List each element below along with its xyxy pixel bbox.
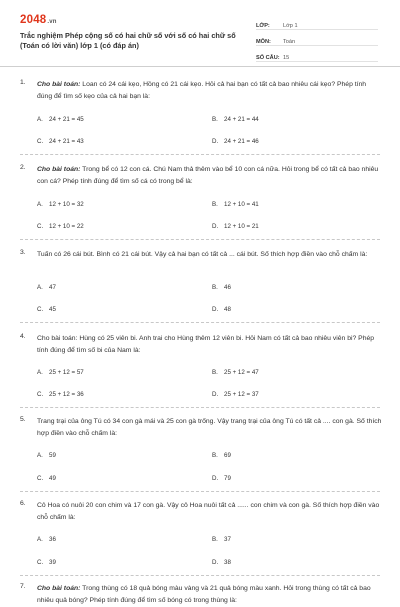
document-header	[0, 0, 400, 67]
option-letter: D.	[212, 138, 219, 145]
question-body: Tuấn có 26 cái bút. Bình có 21 cái bút. Vậy cả hai bạn có tất cả ... cái bút. Số thích hợp điền vào chỗ chấm là:	[37, 251, 368, 258]
question-text	[37, 583, 382, 607]
question-number: 6.	[20, 500, 26, 507]
question-divider	[20, 322, 380, 323]
option-letter: B.	[212, 369, 218, 376]
question-number: 3.	[20, 249, 26, 256]
question-body: Trang trại của ông Tú có 34 con gà mái và 25 con gà trống. Vậy trang trại của ông Tú có tất cả .... con gà. Số thích hợp điền vào chỗ chấm là:	[37, 418, 382, 437]
question-divider	[20, 575, 380, 576]
option-c[interactable]	[37, 306, 56, 313]
question-divider	[20, 407, 380, 408]
logo-suffix: .vn	[47, 19, 57, 25]
option-b[interactable]	[212, 201, 259, 208]
meta-value: Lớp 1	[283, 23, 298, 29]
option-text: 25 + 12 = 36	[49, 391, 84, 398]
option-a[interactable]	[37, 201, 84, 208]
option-letter: B.	[212, 201, 218, 208]
meta-value: Toán	[283, 39, 296, 45]
option-text: 24 + 21 = 44	[224, 116, 259, 123]
option-letter: D.	[212, 559, 219, 566]
option-d[interactable]	[212, 223, 259, 230]
option-text: 79	[224, 475, 231, 482]
option-a[interactable]	[37, 369, 84, 376]
option-a[interactable]	[37, 116, 84, 123]
meta-value: 15	[283, 55, 290, 61]
question-text	[37, 500, 382, 524]
question-text	[37, 333, 382, 357]
question-body: Cho bài toán: Hùng có 25 viên bi. Anh trai cho Hùng thêm 12 viên bi. Hỏi Nam có tất cả bao nhiêu viên bi? Phép tính đúng để tìm số bi của Nam là:	[37, 335, 375, 354]
option-b[interactable]	[212, 284, 231, 291]
option-text: 12 + 10 = 22	[49, 223, 84, 230]
option-letter: C.	[37, 475, 44, 482]
question-text	[37, 79, 382, 103]
meta-label: LỚP:	[256, 23, 270, 29]
option-letter: C.	[37, 138, 44, 145]
option-c[interactable]	[37, 559, 56, 566]
question-text	[37, 164, 382, 188]
question-number: 4.	[20, 333, 26, 340]
option-c[interactable]	[37, 475, 56, 482]
option-text: 25 + 12 = 57	[49, 369, 84, 376]
option-text: 24 + 21 = 45	[49, 116, 84, 123]
option-letter: A.	[37, 369, 43, 376]
question-number: 1.	[20, 79, 26, 86]
option-d[interactable]	[212, 475, 231, 482]
option-text: 12 + 10 = 32	[49, 201, 84, 208]
option-b[interactable]	[212, 116, 259, 123]
option-letter: B.	[212, 536, 218, 543]
question-divider	[20, 239, 380, 240]
option-b[interactable]	[212, 369, 259, 376]
option-text: 46	[224, 284, 231, 291]
option-text: 12 + 10 = 41	[224, 201, 259, 208]
option-text: 24 + 21 = 43	[49, 138, 84, 145]
meta-row-subject	[256, 30, 378, 46]
option-letter: A.	[37, 201, 43, 208]
option-text: 47	[49, 284, 56, 291]
option-text: 12 + 10 = 21	[224, 223, 259, 230]
option-letter: A.	[37, 536, 43, 543]
option-d[interactable]	[212, 559, 231, 566]
question-number: 7.	[20, 583, 26, 590]
option-d[interactable]	[212, 391, 259, 398]
option-text: 25 + 12 = 47	[224, 369, 259, 376]
option-letter: C.	[37, 306, 44, 313]
option-a[interactable]	[37, 536, 56, 543]
question-tag: Cho bài toán:	[37, 81, 81, 88]
option-letter: C.	[37, 559, 44, 566]
option-text: 48	[224, 306, 231, 313]
option-text: 25 + 12 = 37	[224, 391, 259, 398]
option-letter: A.	[37, 284, 43, 291]
option-letter: B.	[212, 452, 218, 459]
question-number: 5.	[20, 416, 26, 423]
option-letter: A.	[37, 116, 43, 123]
option-letter: D.	[212, 223, 219, 230]
meta-row-class	[256, 14, 378, 30]
option-letter: A.	[37, 452, 43, 459]
meta-table	[256, 14, 378, 62]
option-text: 24 + 21 = 46	[224, 138, 259, 145]
question-text	[37, 416, 382, 440]
option-b[interactable]	[212, 536, 231, 543]
question-body: Trong bể có 12 con cá. Chú Nam thả thêm vào bể 10 con cá nữa. Hỏi trong bể có tất cả bao nhiêu con cá? Phép tính đúng để tìm số cá có trong bể là:	[37, 166, 379, 185]
option-a[interactable]	[37, 284, 56, 291]
option-letter: C.	[37, 391, 44, 398]
question-divider	[20, 154, 380, 155]
question-body: Loan có 24 cái kẹo, Hồng có 21 cái kẹo. Hỏi cả hai bạn có tất cả bao nhiêu cái kẹo? Phép tính đúng để tìm số kẹo của cả hai bạn là:	[37, 81, 367, 100]
document-title: Trắc nghiệm Phép cộng số có hai chữ số với số có hai chữ số (Toán có lời văn) lớp 1 (có đáp án)	[20, 31, 236, 50]
question-body: Trong thùng có 18 quả bóng màu vàng và 21 quả bóng màu xanh. Hỏi trong thùng có tất cả bao nhiêu quả bóng? Phép tính đúng để tìm số bóng có trong thùng là:	[37, 585, 371, 604]
option-letter: D.	[212, 391, 219, 398]
option-letter: B.	[212, 116, 218, 123]
logo-text: 2048	[20, 14, 47, 26]
option-text: 37	[224, 536, 231, 543]
site-logo[interactable]	[20, 14, 57, 26]
option-letter: D.	[212, 306, 219, 313]
question-number: 2.	[20, 164, 26, 171]
option-c[interactable]	[37, 391, 84, 398]
option-d[interactable]	[212, 306, 231, 313]
option-text: 36	[49, 536, 56, 543]
meta-row-count	[256, 46, 378, 62]
option-d[interactable]	[212, 138, 259, 145]
question-divider	[20, 491, 380, 492]
question-tag: Cho bài toán:	[37, 585, 81, 592]
option-letter: B.	[212, 284, 218, 291]
option-text: 69	[224, 452, 231, 459]
meta-label: MÔN:	[256, 39, 271, 45]
option-letter: D.	[212, 475, 219, 482]
option-text: 59	[49, 452, 56, 459]
option-b[interactable]	[212, 452, 231, 459]
question-body: Cô Hoa có nuôi 20 con chim và 17 con gà. Vậy cô Hoa nuôi tất cả ...... con chim và con gà. Số thích hợp điền vào chỗ chấm là:	[37, 502, 380, 521]
option-c[interactable]	[37, 223, 84, 230]
option-text: 38	[224, 559, 231, 566]
question-text	[37, 249, 382, 261]
option-text: 39	[49, 559, 56, 566]
option-text: 49	[49, 475, 56, 482]
option-letter: C.	[37, 223, 44, 230]
question-tag: Cho bài toán:	[37, 166, 81, 173]
option-a[interactable]	[37, 452, 56, 459]
option-c[interactable]	[37, 138, 84, 145]
option-text: 45	[49, 306, 56, 313]
meta-label: SỐ CÂU:	[256, 55, 280, 61]
